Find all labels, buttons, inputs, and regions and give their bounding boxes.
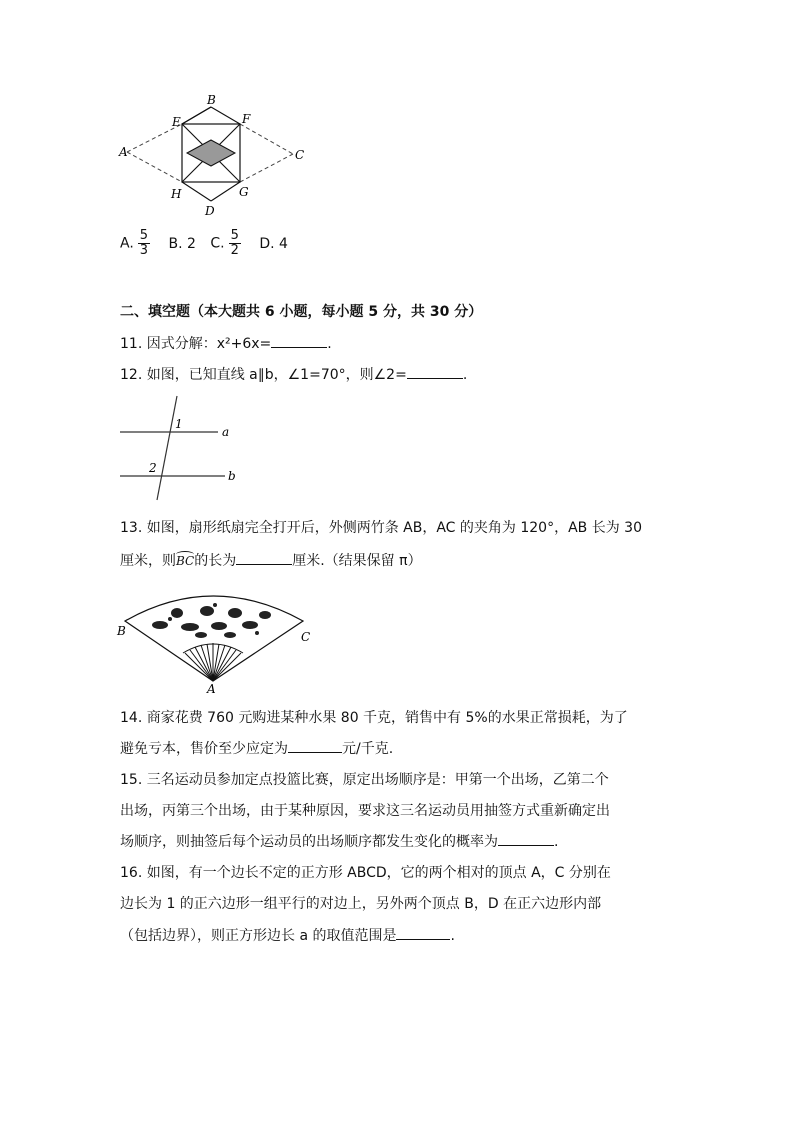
q10-options [120,229,298,258]
dashed-edge-ah [127,152,182,182]
shaded-rhombus [187,140,235,166]
fan-label-c: C [301,630,311,644]
question-14-line2: 避免亏本，售价至少应定为 元/千克. [120,738,393,758]
question-15-line3: 场顺序，则抽签后每个运动员的出场顺序都发生变化的概率为 . [120,831,558,851]
question-16-line1: 16. 如图，有一个边长不定的正方形 ABCD，它的两个相对的顶点 A，C 分别在 [120,865,611,881]
question-16-line3: （包括边界），则正方形边长 a 的取值范围是 . [120,925,455,945]
question-15-line2: 出场，丙第三个出场，由于某种原因，要求这三名运动员用抽签方式重新确定出 [120,803,610,819]
question-11: 11. 因式分解：x²+6x= . [120,333,332,353]
label-c: C [295,148,305,162]
answer-blank-11[interactable] [271,333,327,348]
question-15-line1: 15. 三名运动员参加定点投篮比赛，原定出场顺序是：甲第一个出场，乙第二个 [120,772,609,788]
option-d[interactable]: D. 4 [259,235,288,252]
label-g: G [239,185,249,199]
option-a[interactable]: A. $\frac{5}{3}$ [120,228,149,258]
label-f: F [242,112,251,126]
dashed-edge-gc [240,154,293,182]
flower-decoration [152,603,271,638]
label-h: H [171,187,182,201]
answer-blank-12[interactable] [407,364,463,379]
label-d: D [205,204,215,218]
angle-1-label: 1 [175,417,183,431]
question-12: 12. 如图，已知直线 a∥b，∠1=70°，则∠2= . [120,364,467,384]
transversal-line [157,396,177,500]
section-title: 二、填空题（本大题共 6 小题，每小题 5 分，共 30 分） [120,304,483,320]
answer-blank-16[interactable] [396,925,450,940]
label-e: E [172,115,181,129]
answer-blank-13[interactable] [236,550,292,565]
option-c[interactable]: C. $\frac{5}{2}$ [210,228,239,258]
angle-2-label: 2 [149,461,157,475]
fraction-c: $\frac{5}{2}$ [230,228,239,258]
fraction-a: $\frac{5}{3}$ [139,228,149,258]
question-16-line2: 边长为 1 的正六边形一组平行的对边上，另外两个顶点 B，D 在正六边形内部 [120,896,602,912]
answer-blank-14[interactable] [288,738,342,753]
dashed-edge-fc [240,124,293,154]
rhombus-figure [115,92,310,222]
fan-figure [115,583,315,695]
label-a: A [119,145,128,159]
arc-bc-label: BC [176,554,195,568]
parallel-lines-figure [115,392,245,504]
fan-label-b: B [117,624,126,638]
line-a-label: a [222,425,230,439]
fan-label-a: A [207,682,216,695]
question-13-line1: 13. 如图，扇形纸扇完全打开后，外侧两竹条 AB，AC 的夹角为 120°，AB 长为 30 [120,520,642,536]
fan-outline [125,596,303,681]
option-b[interactable]: B. 2 [168,235,196,252]
line-b-label: b [228,469,236,483]
label-b: B [207,93,216,107]
answer-blank-15[interactable] [498,831,554,846]
question-14-line1: 14. 商家花费 760 元购进某种水果 80 千克，销售中有 5%的水果正常损耗，为了 [120,710,628,726]
question-13-line2: 厘米，则BC的长为 厘米.（结果保留 π） [120,550,422,570]
